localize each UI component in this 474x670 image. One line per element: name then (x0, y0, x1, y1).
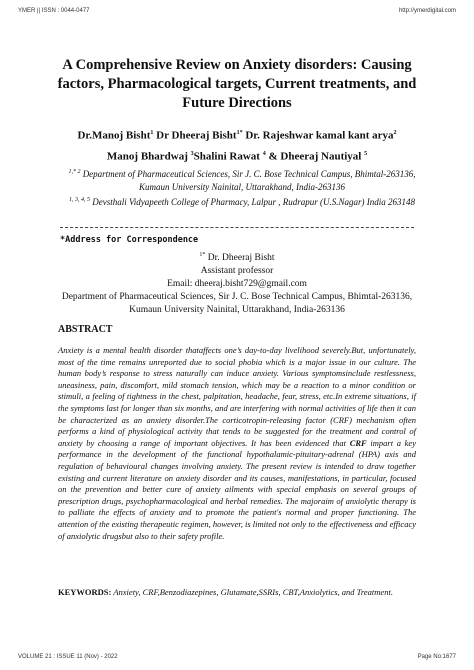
footer-page: Page No:1677 (417, 654, 456, 660)
author-mark: 1* (236, 130, 243, 136)
author-name: Dr Dheeraj Bisht (156, 129, 237, 142)
corresponding-dept: Department of Pharmaceutical Sciences, Sir J. C. Bose Technical Campus, Bhimtal-263136, (61, 292, 413, 303)
corresponding-univ: Kumaun University Nainital, Uttarakhand, India-263136 (129, 305, 345, 316)
abstract-text: Anxiety is a mental health disorder thataffects one’s day-to-day livelihood severely.But, unfortunately, most of the time remains unreported due to social phobia which is a major issue in our culture. The human body’s response to stress naturally can induce anxiety. Various symptomsinclude restlessness, uneasiness, pain, discomfort, mild stomach tension, which may be a reaction to a minor condition or stimuli, a feeling of tightness in the chest, palpitation, headache, fear, stress, etc.In extreme situations, if the symptoms last for longer than six months, and are interfering with normal activities of life then it can be characterized as an anxiety disorder.The corticotropin-releasing factor (CRF) mechanism often performs a kind of physiological activity that tends to be suggested for the treatment and control of anxiety by choosing a range of important objectives. It has been evidenced that (58, 345, 416, 448)
correspondence-heading: *Address for Correspondence (60, 235, 199, 245)
author-name: & Dheeraj Nautiyal (268, 150, 362, 163)
journal-url[interactable]: http://ymerdigital.com (398, 8, 456, 14)
abstract-text: impart a key performance in the development of the functional hypothalamic-pituitary-adrenal (HPA) axis and regulation of behavioural changes involving anxiety. The present review is intended to draw together existing and current literature on anxiety disorder and its causes, manifestations, in particular, focused on the prevention and better cure of anxiety ailments with special emphasis on several groups of prescription drugs, psychopharmacological and herbal remedies. The majoraim of anxiolytic therapy is to palliate the effects of anxiety and to promote the patient's normal and proper functioning. The attention of the existing therapeutic regimen, however, is limited not only to the effectiveness and efficacy of anxiolytic drugsbut also to their safety profile. (58, 437, 416, 541)
affiliation-text: Department of Pharmaceutical Sciences, Sir J. C. Bose Technical Campus, Bhimtal-263136, Kumaun University Nainital, Uttarakhand, India-263136 (82, 169, 416, 192)
author-line-2 (40, 145, 434, 166)
affiliation-1 (62, 166, 422, 193)
author-name: Dr. Rajeshwar kamal kant arya (245, 129, 394, 142)
correspondence-block (40, 249, 434, 317)
corresponding-email[interactable]: Email: dheeraj.bisht729@gmail.com (167, 279, 307, 290)
author-line-1 (40, 124, 434, 145)
keywords (58, 586, 416, 598)
corresponding-role: Assistant professor (200, 266, 274, 277)
abstract-body (58, 345, 416, 542)
author-name: Manoj Bhardwaj (106, 150, 188, 163)
author-name: Shalini Rawat (193, 150, 260, 163)
author-list (40, 124, 434, 165)
journal-header: YMER || ISSN : 0044-0477 (18, 8, 90, 14)
affiliation-2 (62, 194, 422, 209)
affiliation-mark: 1,* 2 (68, 169, 81, 175)
author-mark: 3 (190, 150, 194, 157)
author-mark: 1* (199, 252, 206, 258)
keywords-label: KEYWORDS: (58, 587, 112, 597)
paper-title: A Comprehensive Review on Anxiety disorders: Causing factors, Pharmacological targets, Current treatments, and Future Directions (57, 57, 417, 111)
corresponding-name: Dr. Dheeraj Bisht (207, 253, 275, 264)
author-mark: 1 (150, 130, 154, 136)
author-mark: 4 (262, 150, 266, 157)
abstract-heading: ABSTRACT (58, 324, 113, 335)
keywords-text: Anxiety, CRF,Benzodiazepines, Glutamate,SSRIs, CBT,Anxiolytics, and Treatment. (111, 587, 393, 597)
author-name: Dr.Manoj Bisht (77, 129, 151, 142)
author-mark: 2 (393, 130, 397, 136)
footer-volume: VOLUME 21 : ISSUE 11 (Nov) - 2022 (18, 654, 118, 660)
section-divider (60, 227, 414, 228)
affiliation-mark: 1, 3, 4, 5 (68, 197, 90, 203)
author-mark: 5 (364, 150, 368, 157)
corresponding-author (40, 249, 434, 265)
abstract-crf: CRF (349, 437, 367, 448)
affiliation-text: Devsthali Vidyapeeth College of Pharmacy, Lalpur , Rudrapur (U.S.Nagar) India 263148 (92, 197, 416, 207)
